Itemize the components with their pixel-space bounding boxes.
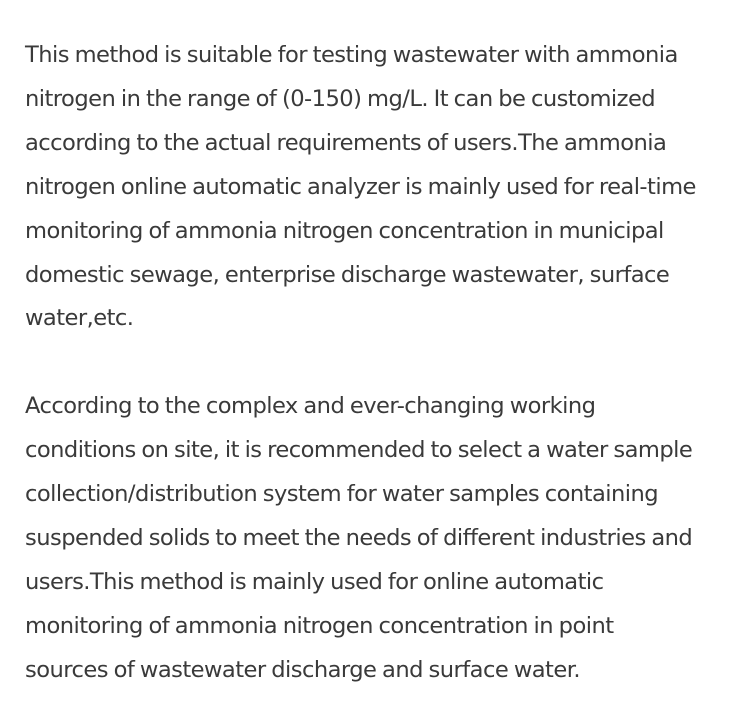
text-line: according to the actual requirements of users.The ammonia: [25, 129, 667, 156]
text-line: nitrogen online automatic analyzer is mainly used for real-time: [25, 173, 696, 200]
paragraph-ammonia-method: [25, 34, 740, 341]
text-line: This method is suitable for testing wastewater with ammonia: [25, 42, 678, 68]
paragraph-spacer: [25, 341, 740, 385]
text-line: conditions on site, it is recommended to select a water sample: [25, 437, 693, 464]
text-line: users.This method is mainly used for online automatic: [25, 568, 604, 595]
text-line: monitoring of ammonia nitrogen concentration in point: [25, 612, 614, 639]
text-line: domestic sewage, enterprise discharge wastewater, surface: [25, 261, 670, 288]
text-line: suspended solids to meet the needs of different industries and: [25, 524, 693, 551]
text-line: sources of wastewater discharge and surface water.: [25, 656, 580, 683]
text-line: collection/distribution system for water samples containing: [25, 481, 659, 508]
article-body: [25, 34, 740, 693]
paragraph-working-conditions: [25, 385, 740, 692]
text-line: monitoring of ammonia nitrogen concentration in municipal: [25, 217, 664, 244]
text-line: According to the complex and ever-changing working: [25, 393, 596, 420]
text-line: water,etc.: [25, 305, 134, 332]
text-line: nitrogen in the range of (0-150) mg/L. It can be customized: [25, 85, 656, 112]
